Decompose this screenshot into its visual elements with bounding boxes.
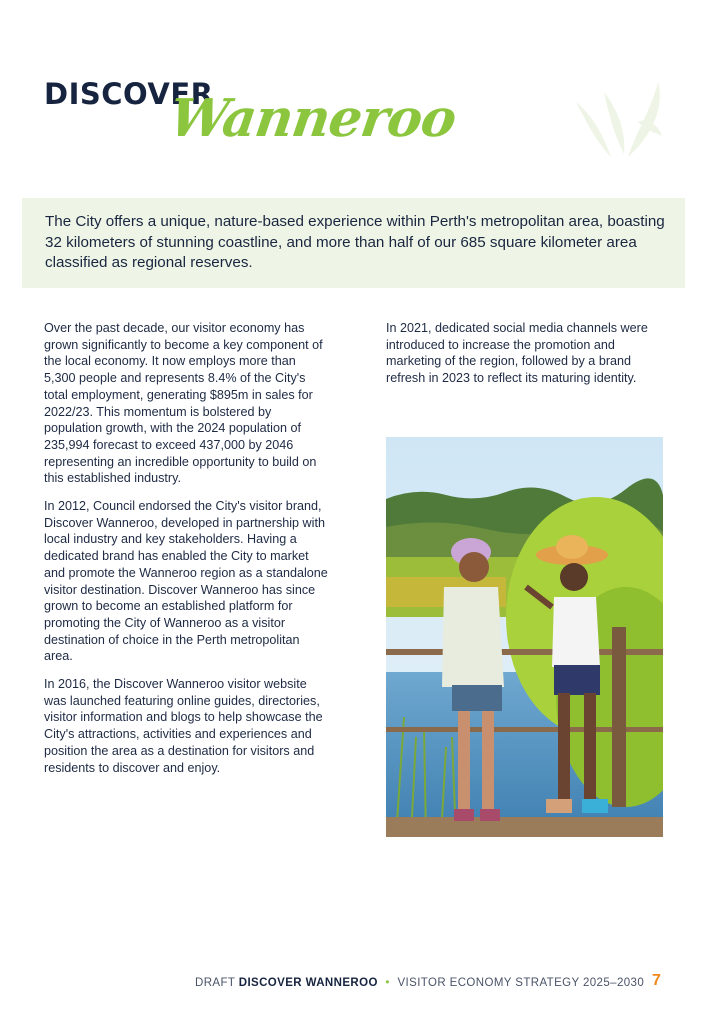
leaf-motif-icon <box>566 62 670 166</box>
footer-brand: DISCOVER WANNEROO <box>238 977 378 989</box>
intro-band <box>22 198 685 288</box>
page-number: 7 <box>652 972 661 989</box>
intro-text: The City offers a unique, nature-based experience within Perth's metropolitan area, boasting 32 kilometers of stunning coastline, and more than half of our 685 square kilometer area classified as regional reserves. <box>45 213 665 271</box>
footer-doc-title: VISITOR ECONOMY STRATEGY 2025–2030 <box>397 977 645 989</box>
footer-separator-dot: • <box>385 977 390 989</box>
body-paragraph: In 2021, dedicated social media channels were introduced to increase the promotion and marketing of the region, followed by a brand refresh in 2023 to reflect its maturing identity. <box>386 321 648 386</box>
body-paragraph: In 2016, the Discover Wanneroo visitor website was launched featuring online guides, directories, visitor information and blogs to help showcase the City's attractions, activities and experiences and position the area as a destination for visitors and residents to discover and enjoy. <box>44 677 323 775</box>
children-at-wetland-photo <box>386 437 663 837</box>
footer-draft: DRAFT <box>195 977 236 989</box>
title-discover: DISCOVER <box>44 77 214 111</box>
body-column-left <box>44 320 328 787</box>
page-footer <box>195 977 645 989</box>
body-paragraph: Over the past decade, our visitor economy has grown significantly to become a key component of the local economy. It now employs more than 5,300 people and represents 8.4% of the City's total employment, generating $895m in sales for 2022/23. This momentum is bolstered by population growth, with the 2024 population of 235,994 forecast to exceed 437,000 by 2046 representing an incredible opportunity to build on this established industry. <box>44 321 323 486</box>
body-paragraph: In 2012, Council endorsed the City's visitor brand, Discover Wanneroo, developed in partnership with local industry and key stakeholders. Having a dedicated brand has enabled the City to market and promote the Wanneroo region as a standalone visitor destination. Discover Wanneroo has since grown to become an established platform for promoting the City of Wanneroo as a visitor destination of choice in the Perth metropolitan area. <box>44 499 328 664</box>
photo-illustration <box>386 437 663 837</box>
body-column-right <box>386 320 666 398</box>
title-wanneroo-script: Wanneroo <box>165 88 460 149</box>
